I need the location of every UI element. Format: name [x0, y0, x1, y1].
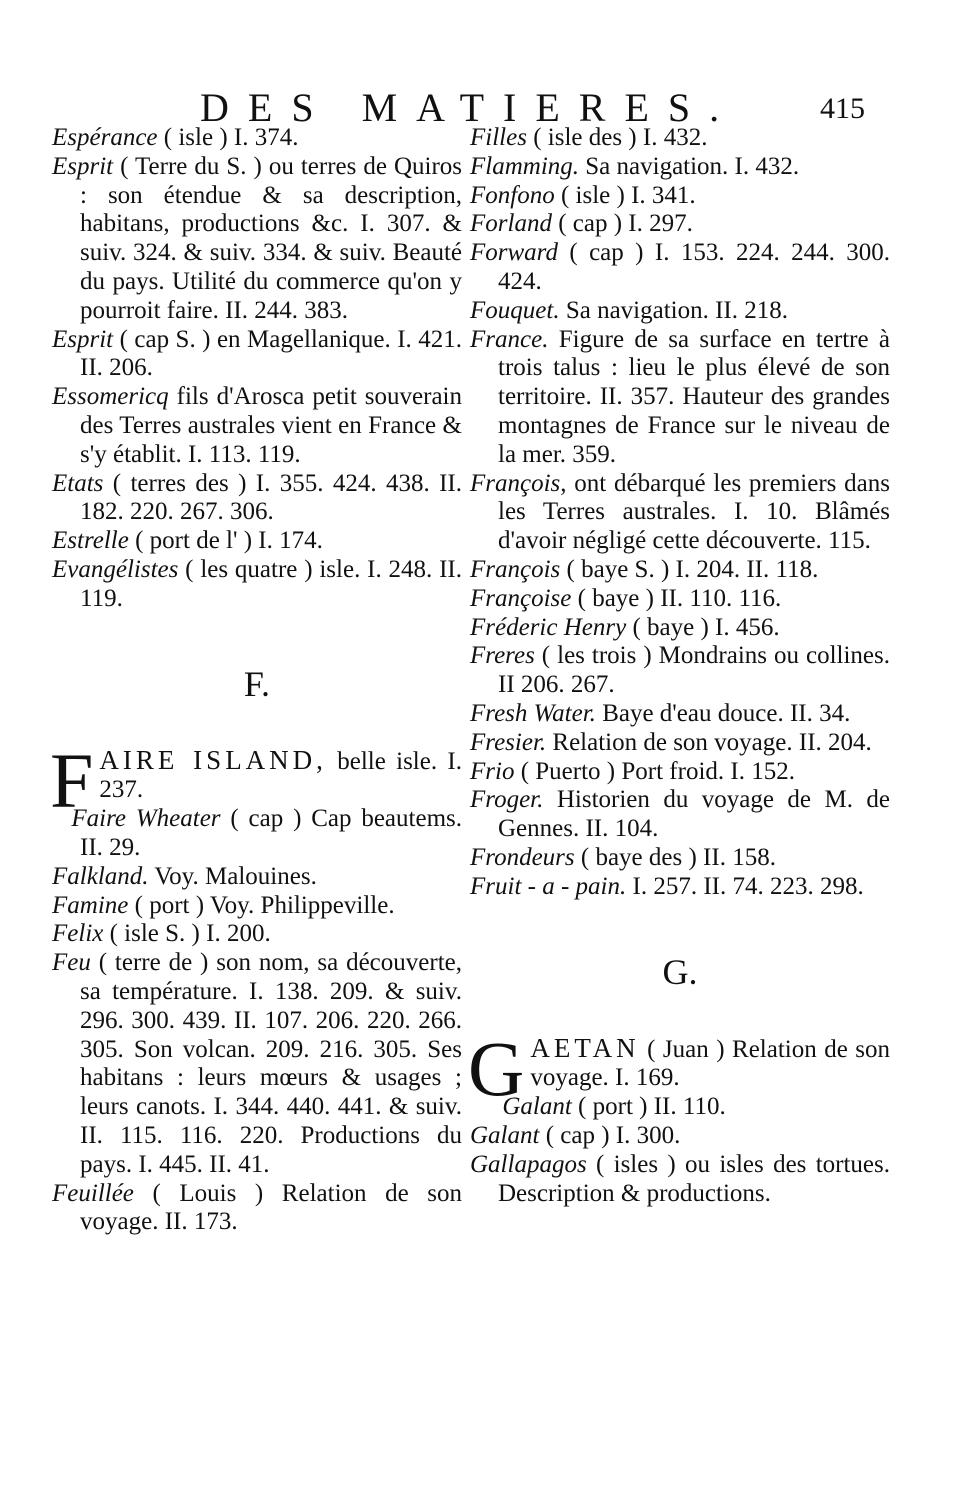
entry-text: ( isles ) ou isles des tortues. Description & productions.	[498, 1150, 890, 1207]
entry-text: ( cap ) I. 297.	[551, 210, 693, 238]
entry-text: ( isle ) I. 341.	[554, 181, 696, 209]
index-entry	[470, 1122, 890, 1151]
entry-headword: François	[470, 555, 561, 583]
index-entry	[470, 239, 890, 297]
running-head: DES MATIERES.	[200, 85, 739, 130]
entry-text: ( cap ) I. 300.	[539, 1121, 681, 1149]
entry-headword: Froger.	[470, 786, 544, 814]
entry-headword: Forward	[470, 239, 558, 267]
entry-text: ( cap ) Cap beautems. II. 29.	[80, 805, 462, 861]
index-entry	[470, 614, 890, 643]
index-entry	[52, 805, 462, 863]
entry-headword: Fréderic Henry	[470, 613, 627, 641]
index-entry	[470, 786, 890, 844]
entry-headword: Famine	[52, 891, 129, 919]
entry-text: ( les trois ) Mondrains ou collines. II 206. 267.	[498, 642, 890, 699]
index-entry	[470, 297, 890, 326]
index-entry	[52, 949, 462, 1179]
entry-headword: Etats	[52, 469, 104, 497]
index-entry	[52, 556, 462, 614]
entry-text: ( baye des ) II. 158.	[574, 843, 776, 871]
entry-headword: Evangélistes	[52, 555, 179, 583]
entry-text: I. 257. II. 74. 223. 298.	[626, 872, 864, 900]
entry-headword: Estrelle	[52, 527, 129, 555]
index-entry	[470, 556, 890, 585]
entry-text: ( baye ) I. 456.	[626, 613, 780, 641]
drop-cap-word: AETAN	[530, 1032, 640, 1063]
entry-headword: Esprit	[52, 152, 114, 180]
index-entry	[470, 124, 890, 153]
entry-headword: France.	[470, 325, 549, 353]
entry-headword: Frondeurs	[470, 843, 575, 871]
entry-text: ( Terre du S. ) ou terres de Quiros : son étendue & sa description, habitans, productions &c. I. 307. & suiv. 324. & suiv. 334. & suiv. Beauté du pays. Utilité du commerce qu'on y pourroit faire. II. 244. 383.	[80, 152, 462, 324]
entry-text: Relation de son voyage. II. 204.	[546, 728, 872, 756]
entry-headword: Galant	[502, 1093, 572, 1121]
entry-text: Baye d'eau douce. II. 34.	[595, 699, 851, 727]
entry-text: Historien du voyage de M. de Gennes. II. 104.	[498, 786, 890, 843]
index-entry	[470, 182, 890, 211]
entry-headword: Gallapagos	[470, 1150, 587, 1178]
drop-cap-initial: G	[468, 1024, 525, 1112]
entry-text: ( terre de ) son nom, sa découverte, sa température. I. 138. 209. & suiv. 296. 300. 439. II. 107. 206. 220. 266. 305. Son volcan. 209. 216. 305. Ses habitans : leurs mœurs & usages ; leurs canots. I. 344. 440. 441. & suiv. II. 115. 116. 220. Productions du pays. I. 445. II. 41.	[80, 949, 462, 1178]
entry-headword: Fresier.	[470, 728, 547, 756]
entry-headword: Flamming.	[470, 152, 580, 180]
index-entry	[470, 758, 890, 787]
entry-text: Sa navigation. II. 218.	[559, 296, 789, 324]
entry-headword: Esprit	[52, 325, 114, 353]
index-entry	[470, 326, 890, 470]
entry-text: Sa navigation. I. 432.	[579, 152, 800, 180]
entry-text: ( cap S. ) en Magellanique. I. 421. II. 206.	[80, 325, 462, 382]
left-column	[52, 124, 462, 1237]
index-entry	[52, 326, 462, 384]
right-column	[470, 124, 890, 1208]
section-letter-g: G.	[662, 951, 698, 992]
entry-headword: Galant	[470, 1121, 540, 1149]
index-entry	[470, 153, 890, 182]
entry-text: ( isle des ) I. 432.	[526, 124, 708, 151]
entry-headword: Felix	[52, 920, 104, 948]
entry-headword: Fresh Water.	[470, 699, 596, 727]
entry-headword: Françoise	[470, 584, 572, 612]
entry-text: Voy. Malouines.	[148, 862, 317, 890]
index-entry	[470, 1151, 890, 1209]
entry-text: ( port de l' ) I. 174.	[128, 527, 323, 555]
entry-text: ( terres des ) I. 355. 424. 438. II. 182. 220. 267. 306.	[80, 469, 462, 526]
entry-headword: Frio	[470, 757, 515, 785]
entry-text: ( Puerto ) Port froid. I. 152.	[514, 757, 795, 785]
index-entry	[52, 470, 462, 528]
index-entry	[52, 527, 462, 556]
index-entry	[470, 729, 890, 758]
entry-text: ( port ) II. 110.	[571, 1093, 726, 1121]
entry-text: ( baye S. ) I. 204. II. 118.	[560, 555, 819, 583]
index-entry	[470, 470, 890, 556]
entry-headword: Faire Wheater	[71, 805, 221, 833]
index-entry	[470, 844, 890, 873]
entry-headword: Feu	[52, 949, 91, 977]
index-entry	[470, 642, 890, 700]
entry-text: ( isle S. ) I. 200.	[103, 920, 271, 948]
entry-headword: Filles	[470, 124, 527, 151]
index-entry	[52, 124, 462, 153]
page-number: 415	[820, 92, 865, 125]
entry-headword: Fonfono	[470, 181, 555, 209]
entry-headword: Falkland.	[52, 862, 149, 890]
entry-text: ( cap ) I. 153. 224. 244. 300. 424.	[498, 239, 890, 295]
index-entry	[52, 1180, 462, 1238]
entry-text: ( port ) Voy. Philippeville.	[128, 891, 395, 919]
entry-text: ( Juan ) Relation de son voyage. I. 169.	[530, 1035, 890, 1092]
entry-text: ( baye ) II. 110. 116.	[571, 584, 782, 612]
entry-headword: Fruit - a - pain.	[470, 872, 627, 900]
entry-text: belle isle. I. 237.	[99, 747, 462, 804]
entry-text: fils d'Arosca petit souverain des Terres australes vient en France & s'y établit. I. 113. 119.	[80, 383, 462, 468]
drop-cap-word: AIRE ISLAND,	[99, 744, 327, 775]
index-entry	[52, 153, 462, 326]
entry-text: ( Louis ) Relation de son voyage. II. 173.	[80, 1179, 462, 1236]
index-entry	[470, 210, 890, 239]
index-entry	[470, 700, 890, 729]
index-entry	[470, 1093, 890, 1122]
index-entry	[52, 920, 462, 949]
index-entry	[52, 892, 462, 921]
index-entry	[52, 863, 462, 892]
section-letter-f: F.	[243, 663, 271, 704]
entry-headword: Feuillée	[52, 1179, 134, 1207]
entry-text: ( isle ) I. 374.	[157, 124, 299, 151]
entry-text: ( les quatre ) isle. I. 248. II. 119.	[80, 555, 462, 612]
index-entry	[470, 585, 890, 614]
entry-headword: Essomericq	[52, 383, 169, 411]
drop-cap-initial: F	[50, 736, 94, 824]
entry-headword: Forland	[470, 210, 552, 238]
entry-headword: Espérance	[52, 124, 158, 151]
entry-headword: Freres	[470, 642, 535, 670]
entry-text: , ont débarqué les premiers dans les Terres australes. I. 10. Blâmés d'avoir négligé cette découverte. 115.	[498, 469, 890, 555]
entry-headword: Fouquet.	[470, 296, 560, 324]
index-entry	[470, 873, 890, 902]
index-entry	[52, 383, 462, 469]
entry-headword: François	[470, 469, 561, 497]
entry-text: Figure de sa surface en tertre à trois talus : lieu le plus élevé de son territoire. II. 357. Hauteur des grandes montagnes de France sur le niveau de la mer. 359.	[498, 325, 890, 468]
